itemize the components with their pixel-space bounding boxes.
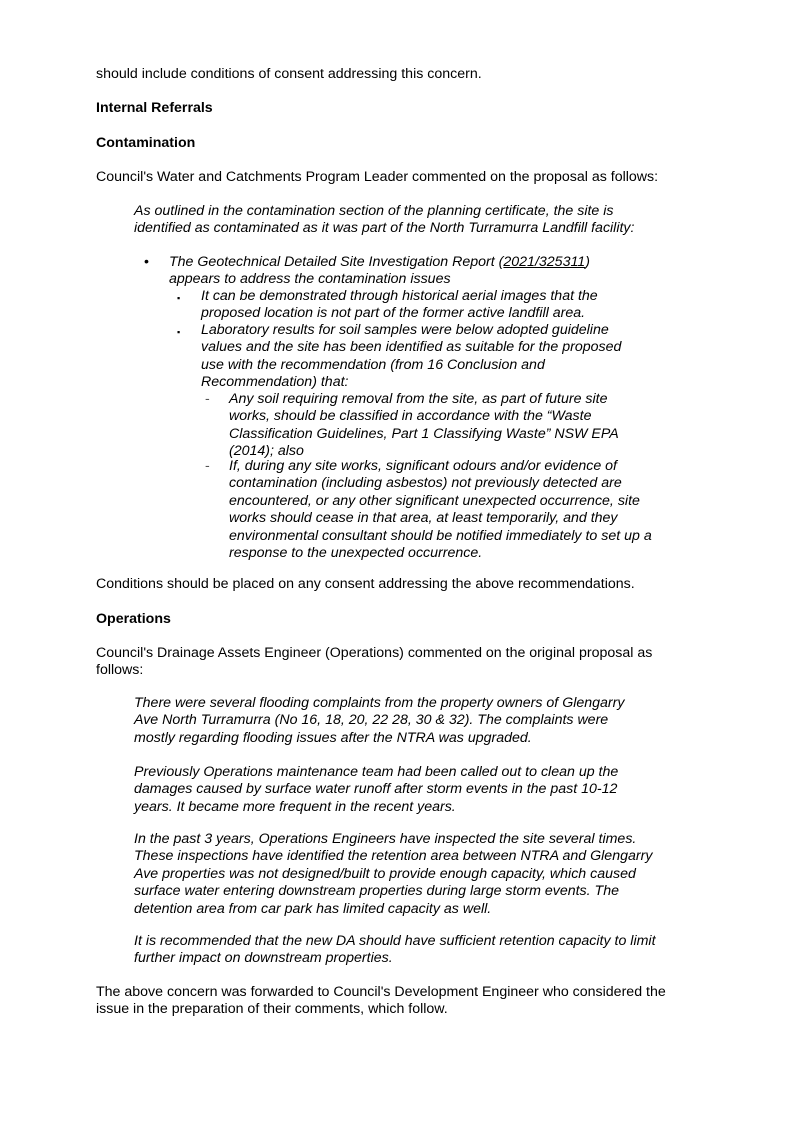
dash-marker: - xyxy=(205,391,210,407)
bullet-geotechnical-report xyxy=(169,254,629,289)
operations-quote-complaints: There were several flooding complaints from the property owners of Glengarry Ave North Turramurra (No 16, 18, 20, 22 28, 30 & 32). The complaints were mostly regarding flooding issues after the NTRA was upgraded. xyxy=(134,695,625,746)
contamination-intro: Council's Water and Catchments Program Leader commented on the proposal as follows: xyxy=(96,169,659,185)
sub-bullet-marker: ▪ xyxy=(177,293,181,303)
operations-quote-maintenance: Previously Operations maintenance team had been called out to clean up the damages caused by surface water runoff after storm events in the past 10-12 years. It became more frequent in the recent years. xyxy=(134,764,619,815)
intro-paragraph: should include conditions of consent addressing this concern. xyxy=(96,66,482,82)
operations-quote-recommendation: It is recommended that the new DA should have sufficient retention capacity to limit further impact on downstream properties. xyxy=(134,933,656,967)
report-link[interactable]: 2021/325311 xyxy=(503,254,586,270)
contamination-quote: As outlined in the contamination section of the planning certificate, the site is identified as contaminated as it was part of the North Turramurra Landfill facility: xyxy=(134,203,635,237)
dash-site-works: If, during any site works, significant odours and/or evidence of contamination (including asbestos) not previously detected are encountered, or any other significant unexpected occurrence, site works should cease in that area, at least temporarily, and they environmental consultant should be notified immediately to set up a response to the unexpected occurrence. xyxy=(229,458,652,562)
bullet-text-post: ) appears to address the contamination issues xyxy=(169,254,590,288)
bullet-marker: • xyxy=(144,254,149,270)
dash-marker: - xyxy=(205,458,210,474)
bullet-text-pre: The Geotechnical Detailed Site Investigation Report ( xyxy=(169,254,504,270)
contamination-conclusion: Conditions should be placed on any consent addressing the above recommendations. xyxy=(96,576,635,592)
heading-operations: Operations xyxy=(96,611,171,627)
operations-intro: Council's Drainage Assets Engineer (Operations) commented on the original proposal as follows: xyxy=(96,645,653,679)
sub-bullet-lab-results: Laboratory results for soil samples were below adopted guideline values and the site has been identified as suitable for the proposed use with the recommendation (from 16 Conclusion and Recommendation) that: xyxy=(201,322,622,391)
heading-internal-referrals: Internal Referrals xyxy=(96,100,213,116)
sub-bullet-aerial-images: It can be demonstrated through historical aerial images that the proposed location is not part of the former active landfill area. xyxy=(201,288,598,322)
operations-conclusion: The above concern was forwarded to Council's Development Engineer who considered the issue in the preparation of their comments, which follow. xyxy=(96,984,666,1018)
heading-contamination: Contamination xyxy=(96,135,196,151)
sub-bullet-marker: ▪ xyxy=(177,327,181,337)
dash-soil-removal: Any soil requiring removal from the site, as part of future site works, should be classified in accordance with the “Waste Classification Guidelines, Part 1 Classifying Waste” NSW EPA (2014); also xyxy=(229,391,619,460)
operations-quote-inspections: In the past 3 years, Operations Engineers have inspected the site several times. These inspections have identified the retention area between NTRA and Glengarry Ave properties was not designed/built to provide enough capacity, which caused surface water entering downstream properties during large storm events. The detention area from car park has limited capacity as well. xyxy=(134,831,653,917)
